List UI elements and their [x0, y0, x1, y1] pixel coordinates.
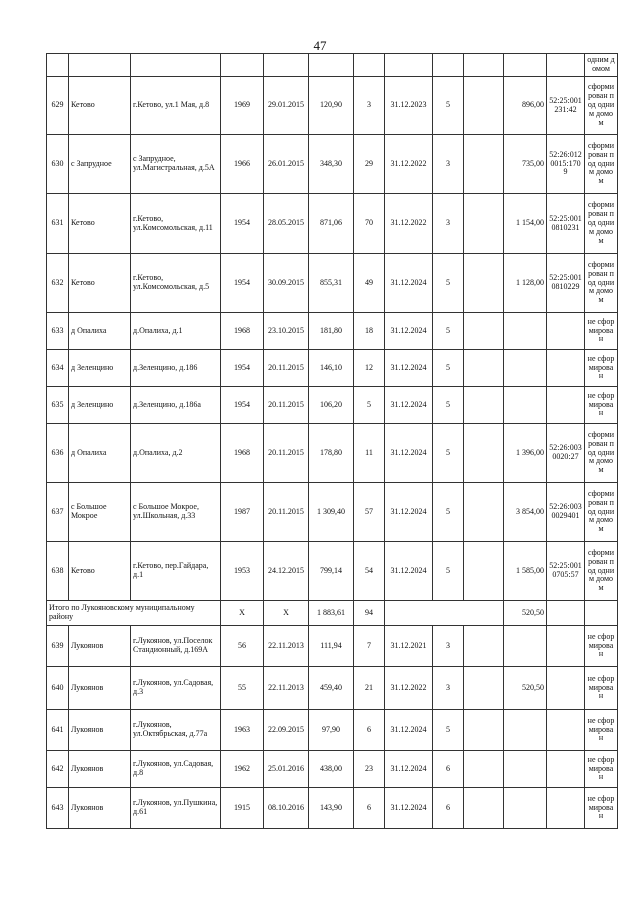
address-cell: г.Кетово, пер.Гайдара, д.1	[131, 542, 221, 601]
cost-cell: 1 585,00	[504, 542, 547, 601]
locality-cell: с Запрудное	[69, 135, 131, 194]
residents-cell: 23	[354, 751, 385, 788]
address-cell: г.Лукоянов, ул.Октябрьская, д.77а	[131, 710, 221, 751]
area-cell: 106,20	[309, 387, 354, 424]
cost-cell: 3 854,00	[504, 483, 547, 542]
table-row	[47, 135, 618, 194]
area-cell: 438,00	[309, 751, 354, 788]
recognition-date-cell: 28.05.2015	[264, 194, 309, 254]
recognition-date-cell: 30.09.2015	[264, 254, 309, 313]
note-cell: сформирован под одним домом	[585, 424, 618, 483]
method-cell: 3	[433, 135, 464, 194]
recognition-date-cell: 20.11.2015	[264, 483, 309, 542]
cost-cell	[504, 626, 547, 667]
row-number-cell: 638	[47, 542, 69, 601]
empty-cell	[464, 667, 504, 710]
note-cell: не сформирован	[585, 350, 618, 387]
method-cell: 6	[433, 751, 464, 788]
row-number-cell: 636	[47, 424, 69, 483]
address-cell: д.Опалиха, д.2	[131, 424, 221, 483]
method-cell: 3	[433, 194, 464, 254]
planned-date-cell: 31.12.2024	[385, 350, 433, 387]
cadastral-cell: 52:25:001231:42	[547, 77, 585, 135]
method-cell: 3	[433, 667, 464, 710]
area-cell: 1 309,40	[309, 483, 354, 542]
total-residents-cell: 94	[354, 601, 385, 626]
address-cell: с Большое Мокрое, ул.Школьная, д.33	[131, 483, 221, 542]
residents-cell: 57	[354, 483, 385, 542]
recognition-date-cell: 25.01.2016	[264, 751, 309, 788]
empty-cell	[464, 626, 504, 667]
address-cell: г.Кетово, ул.Комсомольская, д.11	[131, 194, 221, 254]
cadastral-cell	[547, 710, 585, 751]
note-cell: не сформирован	[585, 667, 618, 710]
cadastral-cell	[547, 313, 585, 350]
cadastral-cell: 52:26:0120015:1709	[547, 135, 585, 194]
recognition-date-cell: 24.12.2015	[264, 542, 309, 601]
planned-date-cell: 31.12.2024	[385, 254, 433, 313]
empty-cell	[464, 135, 504, 194]
cadastral-cell: 52:26:0030020:27	[547, 424, 585, 483]
method-cell: 5	[433, 387, 464, 424]
year-built-cell: 1954	[221, 350, 264, 387]
table-row	[47, 254, 618, 313]
address-cell: д.Зеленцино, д.186	[131, 350, 221, 387]
year-built-cell: 1962	[221, 751, 264, 788]
locality-cell: д Зеленцино	[69, 350, 131, 387]
address-cell: г.Кетово, ул.1 Мая, д.8	[131, 77, 221, 135]
locality-cell: Лукоянов	[69, 667, 131, 710]
area-cell: 143,90	[309, 788, 354, 829]
residents-cell: 21	[354, 667, 385, 710]
address-cell: г.Лукоянов, ул.Садовая, д.3	[131, 667, 221, 710]
total-area-cell: 1 883,61	[309, 601, 354, 626]
empty-cell	[464, 788, 504, 829]
note-cell: сформирован под одним домом	[585, 483, 618, 542]
table-row	[47, 424, 618, 483]
year-built-cell: 1954	[221, 254, 264, 313]
table-row	[47, 483, 618, 542]
empty-cell	[547, 601, 585, 626]
empty-cell	[385, 601, 504, 626]
note-cell: не сформирован	[585, 710, 618, 751]
total-cost-cell: 520,50	[504, 601, 547, 626]
cost-cell	[504, 788, 547, 829]
table-row	[47, 788, 618, 829]
empty-cell	[464, 254, 504, 313]
planned-date-cell: 31.12.2022	[385, 667, 433, 710]
residents-cell: 11	[354, 424, 385, 483]
table-row	[47, 77, 618, 135]
recognition-date-cell: 22.11.2013	[264, 667, 309, 710]
residents-cell: 12	[354, 350, 385, 387]
note-cell: не сформирован	[585, 387, 618, 424]
row-number-cell: 641	[47, 710, 69, 751]
cost-cell: 896,00	[504, 77, 547, 135]
row-number-cell: 631	[47, 194, 69, 254]
table-row	[47, 667, 618, 710]
year-built-cell: 1968	[221, 313, 264, 350]
locality-cell: Лукоянов	[69, 788, 131, 829]
cost-cell	[504, 710, 547, 751]
empty-cell	[464, 77, 504, 135]
cost-cell: 1 396,00	[504, 424, 547, 483]
note-cell: сформирован под одним домом	[585, 194, 618, 254]
housing-register-table	[46, 53, 618, 829]
cadastral-cell: 52:25:0010705:57	[547, 542, 585, 601]
locality-cell: д Опалиха	[69, 313, 131, 350]
planned-date-cell: 31.12.2024	[385, 483, 433, 542]
row-number-cell: 630	[47, 135, 69, 194]
year-built-cell: 1968	[221, 424, 264, 483]
recognition-date-cell: 26.01.2015	[264, 135, 309, 194]
address-cell: д.Зеленцино, д.186а	[131, 387, 221, 424]
cost-cell: 1 154,00	[504, 194, 547, 254]
residents-cell: 70	[354, 194, 385, 254]
area-cell: 855,31	[309, 254, 354, 313]
row-number-cell: 633	[47, 313, 69, 350]
recognition-date-cell: 22.11.2013	[264, 626, 309, 667]
cost-cell: 520,50	[504, 667, 547, 710]
planned-date-cell: 31.12.2023	[385, 77, 433, 135]
row-number-cell: 632	[47, 254, 69, 313]
address-cell: с Запрудное, ул.Магистральная, д.5А	[131, 135, 221, 194]
recognition-date-cell: 29.01.2015	[264, 77, 309, 135]
residents-cell: 29	[354, 135, 385, 194]
note-cell: сформирован под одним домом	[585, 542, 618, 601]
planned-date-cell: 31.12.2022	[385, 135, 433, 194]
year-built-cell: 56	[221, 626, 264, 667]
empty-cell	[464, 483, 504, 542]
cost-cell	[504, 387, 547, 424]
residents-cell: 3	[354, 77, 385, 135]
address-cell: д.Опалиха, д.1	[131, 313, 221, 350]
recognition-date-cell: 20.11.2015	[264, 387, 309, 424]
planned-date-cell: 31.12.2024	[385, 751, 433, 788]
method-cell: 6	[433, 788, 464, 829]
empty-cell	[464, 350, 504, 387]
table-row	[47, 710, 618, 751]
residents-cell: 6	[354, 710, 385, 751]
row-number-cell: 640	[47, 667, 69, 710]
locality-cell: Лукоянов	[69, 626, 131, 667]
residents-cell: 6	[354, 788, 385, 829]
cadastral-cell: 52:26:0030029401	[547, 483, 585, 542]
area-cell: 178,80	[309, 424, 354, 483]
planned-date-cell: 31.12.2024	[385, 542, 433, 601]
locality-cell: Лукоянов	[69, 710, 131, 751]
note-cell: не сформирован	[585, 313, 618, 350]
residents-cell: 49	[354, 254, 385, 313]
area-cell: 181,80	[309, 313, 354, 350]
cost-cell: 1 128,00	[504, 254, 547, 313]
method-cell: 3	[433, 626, 464, 667]
row-number-cell: 629	[47, 77, 69, 135]
year-built-cell: 1987	[221, 483, 264, 542]
table-row	[47, 194, 618, 254]
cost-cell	[504, 313, 547, 350]
method-cell: 5	[433, 483, 464, 542]
cadastral-cell	[547, 751, 585, 788]
year-built-cell: 1954	[221, 387, 264, 424]
cadastral-cell: 52:25:0010810229	[547, 254, 585, 313]
planned-date-cell: 31.12.2024	[385, 710, 433, 751]
area-cell: 97,90	[309, 710, 354, 751]
total-row	[47, 601, 618, 626]
method-cell: 5	[433, 710, 464, 751]
year-built-cell: 1966	[221, 135, 264, 194]
locality-cell: д Зеленцино	[69, 387, 131, 424]
total-year-cell: X	[221, 601, 264, 626]
residents-cell: 54	[354, 542, 385, 601]
note-cell: одним домом	[585, 54, 618, 77]
locality-cell: д Опалиха	[69, 424, 131, 483]
page-number: 47	[313, 38, 327, 53]
recognition-date-cell: 22.09.2015	[264, 710, 309, 751]
row-number-cell: 643	[47, 788, 69, 829]
row-number-cell: 642	[47, 751, 69, 788]
area-cell: 120,90	[309, 77, 354, 135]
year-built-cell: 1969	[221, 77, 264, 135]
locality-cell: Кетово	[69, 254, 131, 313]
planned-date-cell: 31.12.2024	[385, 313, 433, 350]
method-cell: 5	[433, 313, 464, 350]
locality-cell: с Большое Мокрое	[69, 483, 131, 542]
recognition-date-cell: 20.11.2015	[264, 350, 309, 387]
empty-cell	[464, 424, 504, 483]
planned-date-cell: 31.12.2024	[385, 424, 433, 483]
planned-date-cell: 31.12.2022	[385, 194, 433, 254]
empty-cell	[464, 710, 504, 751]
table-row	[47, 387, 618, 424]
area-cell: 348,30	[309, 135, 354, 194]
total-date-cell: X	[264, 601, 309, 626]
year-built-cell: 1954	[221, 194, 264, 254]
empty-cell	[585, 601, 618, 626]
note-cell: не сформирован	[585, 751, 618, 788]
cost-cell: 735,00	[504, 135, 547, 194]
locality-cell: Кетово	[69, 194, 131, 254]
address-cell: г.Лукоянов, ул.Пушкина, д.61	[131, 788, 221, 829]
recognition-date-cell: 08.10.2016	[264, 788, 309, 829]
address-cell: г.Лукоянов, ул.Поселок Стандионный, д.169А	[131, 626, 221, 667]
note-cell: не сформирован	[585, 626, 618, 667]
empty-cell	[464, 387, 504, 424]
address-cell: г.Кетово, ул.Комсомольская, д.5	[131, 254, 221, 313]
note-cell: сформирован под одним домом	[585, 135, 618, 194]
empty-cell	[464, 194, 504, 254]
residents-cell: 7	[354, 626, 385, 667]
year-built-cell: 1915	[221, 788, 264, 829]
method-cell: 5	[433, 424, 464, 483]
total-label: Итого по Лукояновскому муниципальному району	[47, 601, 221, 626]
method-cell: 5	[433, 350, 464, 387]
cadastral-cell	[547, 387, 585, 424]
locality-cell: Кетово	[69, 542, 131, 601]
table-row	[47, 313, 618, 350]
address-cell: г.Лукоянов, ул.Садовая, д.8	[131, 751, 221, 788]
planned-date-cell: 31.12.2024	[385, 387, 433, 424]
cadastral-cell	[547, 667, 585, 710]
residents-cell: 5	[354, 387, 385, 424]
cost-cell	[504, 350, 547, 387]
method-cell: 5	[433, 254, 464, 313]
locality-cell: Кетово	[69, 77, 131, 135]
table-row-top	[47, 54, 618, 77]
method-cell: 5	[433, 77, 464, 135]
row-number-cell: 634	[47, 350, 69, 387]
cost-cell	[504, 751, 547, 788]
method-cell: 5	[433, 542, 464, 601]
area-cell: 459,40	[309, 667, 354, 710]
area-cell: 799,14	[309, 542, 354, 601]
area-cell: 111,94	[309, 626, 354, 667]
row-number-cell: 635	[47, 387, 69, 424]
empty-cell	[464, 751, 504, 788]
cadastral-cell	[547, 626, 585, 667]
area-cell: 146,10	[309, 350, 354, 387]
note-cell: сформирован под одним домом	[585, 254, 618, 313]
note-cell: сформирован под одним домом	[585, 77, 618, 135]
recognition-date-cell: 23.10.2015	[264, 313, 309, 350]
recognition-date-cell: 20.11.2015	[264, 424, 309, 483]
empty-cell	[464, 542, 504, 601]
cadastral-cell	[547, 350, 585, 387]
area-cell: 871,06	[309, 194, 354, 254]
row-number-cell: 639	[47, 626, 69, 667]
empty-cell	[464, 313, 504, 350]
residents-cell: 18	[354, 313, 385, 350]
table-row	[47, 751, 618, 788]
table-row	[47, 626, 618, 667]
table-row	[47, 542, 618, 601]
planned-date-cell: 31.12.2024	[385, 788, 433, 829]
year-built-cell: 1953	[221, 542, 264, 601]
cadastral-cell	[547, 788, 585, 829]
cadastral-cell: 52:25:0010810231	[547, 194, 585, 254]
locality-cell: Лукоянов	[69, 751, 131, 788]
row-number-cell: 637	[47, 483, 69, 542]
year-built-cell: 1963	[221, 710, 264, 751]
note-cell: не сформирован	[585, 788, 618, 829]
year-built-cell: 55	[221, 667, 264, 710]
planned-date-cell: 31.12.2021	[385, 626, 433, 667]
table-row	[47, 350, 618, 387]
